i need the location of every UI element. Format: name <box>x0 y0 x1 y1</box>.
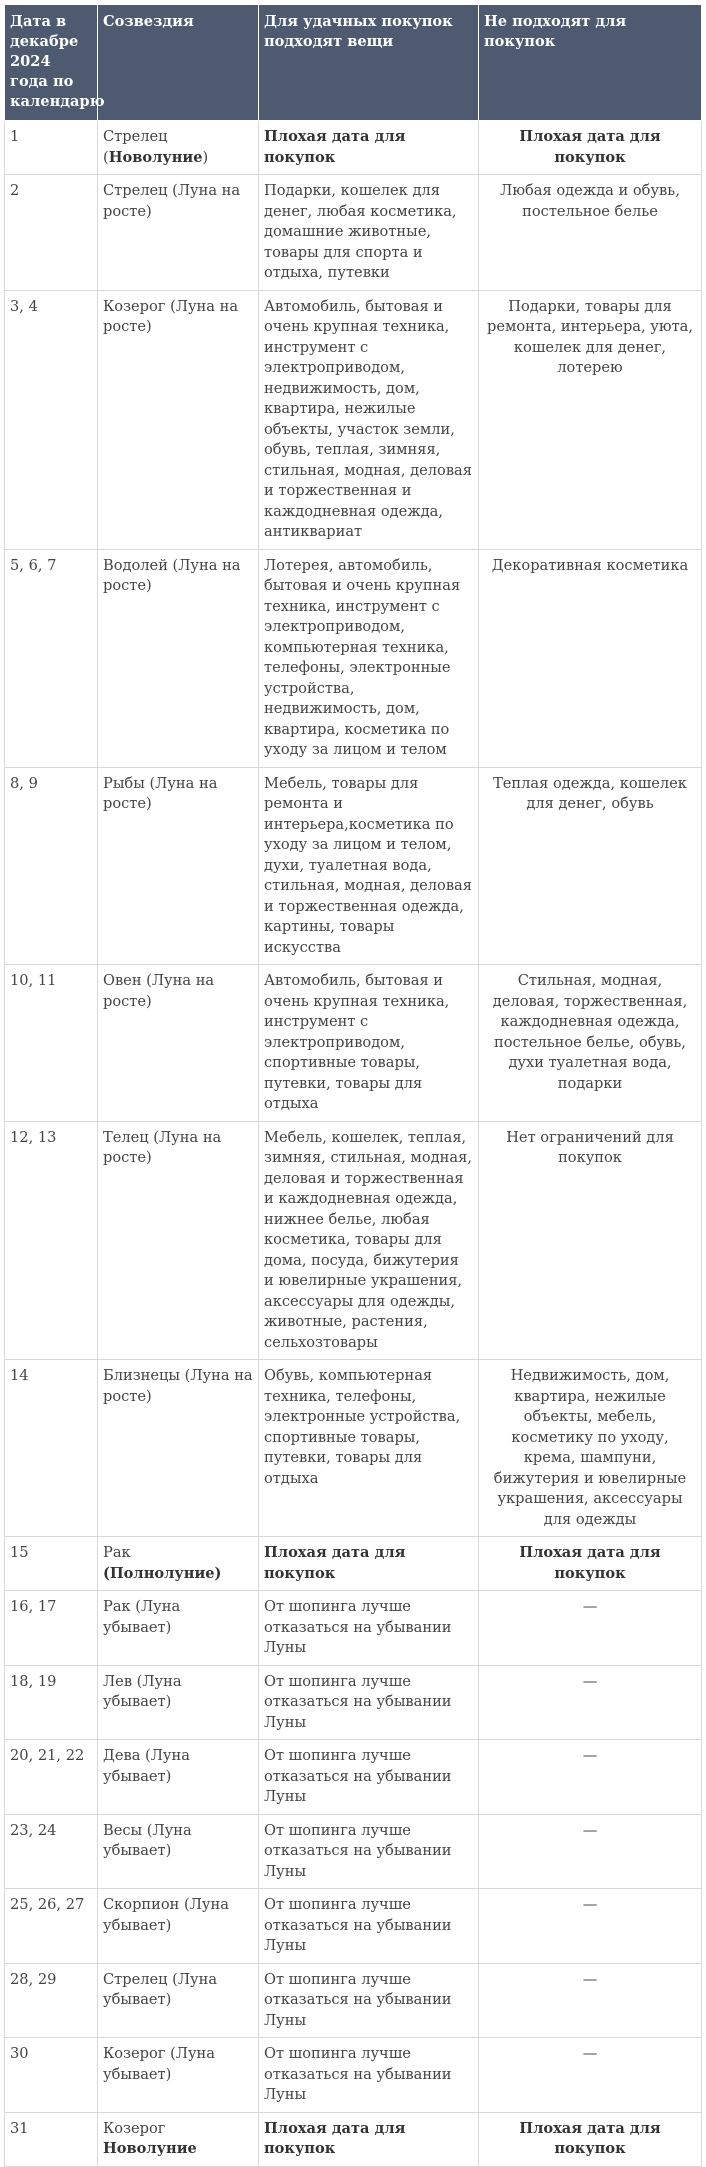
header-sign: Созвездия <box>98 5 259 121</box>
cell-bad: Теплая одежда, кошелек для денег, обувь <box>479 767 702 965</box>
moon-phase: Новолуние <box>108 148 203 166</box>
cell-good: Автомобиль, бытовая и очень крупная техника, инструмент с электроприводом, недвижимость, дом, квартира, нежилые объекты, участок земли, обувь, теплая, зимняя, стильная, модная, деловая и торжественная и каждодневная одежда, антиквариат <box>259 290 479 549</box>
cell-bad: — <box>479 2038 702 2113</box>
header-good: Для удачных покупок подходят вещи <box>259 5 479 121</box>
table-row <box>5 1963 702 2038</box>
cell-good: От шопинга лучше отказаться на убывании Луны <box>259 1665 479 1740</box>
bad-date-label: Плохая дата для покупок <box>519 1544 661 1582</box>
cell-good: Автомобиль, бытовая и очень крупная техника, инструмент с электроприводом, спортивные товары, путевки, товары для отдыха <box>259 965 479 1122</box>
cell-date: 10, 11 <box>5 965 98 1122</box>
bad-date-label: Плохая дата для покупок <box>264 128 406 166</box>
cell-good: Мебель, кошелек, теплая, зимняя, стильная, модная, деловая и торжественная и каждодневная одежда, нижнее белье, любая косметика, товары для дома, посуда, бижутерия и ювелирные украшения, аксессуары для одежды, животные, растения, сельхозтовары <box>259 1121 479 1360</box>
cell-date: 8, 9 <box>5 767 98 965</box>
table-row <box>5 1740 702 1815</box>
cell-date: 23, 24 <box>5 1814 98 1889</box>
cell-date: 30 <box>5 2038 98 2113</box>
cell-bad <box>479 1537 702 1591</box>
cell-good: От шопинга лучше отказаться на убывании Луны <box>259 1963 479 2038</box>
bad-date-label: Плохая дата для покупок <box>519 2119 661 2157</box>
cell-good: Лотерея, автомобиль, бытовая и очень крупная техника, инструмент с электроприводом, компьютерная техника, телефоны, электронные устройства, недвижимость, дом, квартира, косметика по уходу за лицом и телом <box>259 549 479 767</box>
cell-bad: — <box>479 1963 702 2038</box>
sign-text: Козерог <box>103 2119 166 2137</box>
table-row <box>5 1537 702 1591</box>
cell-date: 1 <box>5 121 98 175</box>
cell-date: 12, 13 <box>5 1121 98 1360</box>
cell-bad: — <box>479 1665 702 1740</box>
cell-bad: — <box>479 1591 702 1666</box>
table-row <box>5 1121 702 1360</box>
cell-sign: Скорпион (Луна убывает) <box>98 1889 259 1964</box>
header-date: Дата в декабре 2024 года по календарю <box>5 5 98 121</box>
cell-sign <box>98 1537 259 1591</box>
cell-date: 5, 6, 7 <box>5 549 98 767</box>
cell-good <box>259 1537 479 1591</box>
cell-date: 14 <box>5 1360 98 1537</box>
cell-date: 18, 19 <box>5 1665 98 1740</box>
cell-date: 31 <box>5 2112 98 2166</box>
cell-bad: Недвижимость, дом, квартира, нежилые объекты, мебель, косметику по уходу, крема, шампуни, бижутерия и ювелирные украшения, аксессуары для одежды <box>479 1360 702 1537</box>
cell-good <box>259 121 479 175</box>
cell-date: 25, 26, 27 <box>5 1889 98 1964</box>
shopping-calendar-table <box>4 4 702 2167</box>
table-row <box>5 1591 702 1666</box>
cell-good <box>259 2112 479 2166</box>
cell-good: Подарки, кошелек для денег, любая косметика, домашние животные, товары для спорта и отдыха, путевки <box>259 175 479 291</box>
cell-bad: Стильная, модная, деловая, торжественная, каждодневная одежда, постельное белье, обувь, духи туалетная вода, подарки <box>479 965 702 1122</box>
cell-bad: Нет ограничений для покупок <box>479 1121 702 1360</box>
cell-sign: Рыбы (Луна на росте) <box>98 767 259 965</box>
cell-good: Обувь, компьютерная техника, телефоны, электронные устройства, спортивные товары, путевки, товары для отдыха <box>259 1360 479 1537</box>
cell-bad: Декоративная косметика <box>479 549 702 767</box>
cell-good: От шопинга лучше отказаться на убывании Луны <box>259 2038 479 2113</box>
bad-date-label: Плохая дата для покупок <box>519 128 661 166</box>
cell-sign: Дева (Луна убывает) <box>98 1740 259 1815</box>
cell-sign: Овен (Луна на росте) <box>98 965 259 1122</box>
table-row <box>5 965 702 1122</box>
table-row <box>5 2112 702 2166</box>
cell-bad: Подарки, товары для ремонта, интерьера, уюта, кошелек для денег, лотерею <box>479 290 702 549</box>
table-row <box>5 1665 702 1740</box>
cell-sign <box>98 121 259 175</box>
table-row <box>5 121 702 175</box>
cell-good: Мебель, товары для ремонта и интерьера,косметика по уходу за лицом и телом, духи, туалетная вода, стильная, модная, деловая и торжественная одежда, картины, товары искусства <box>259 767 479 965</box>
moon-phase: (Полнолуние) <box>103 1564 222 1582</box>
cell-bad: — <box>479 1889 702 1964</box>
cell-sign: Рак (Луна убывает) <box>98 1591 259 1666</box>
table-row <box>5 767 702 965</box>
cell-sign: Близнецы (Луна на росте) <box>98 1360 259 1537</box>
table-row <box>5 2038 702 2113</box>
table-row <box>5 290 702 549</box>
cell-bad: — <box>479 1814 702 1889</box>
cell-bad <box>479 121 702 175</box>
cell-sign: Телец (Луна на росте) <box>98 1121 259 1360</box>
table-row <box>5 1889 702 1964</box>
cell-good: От шопинга лучше отказаться на убывании Луны <box>259 1889 479 1964</box>
cell-sign: Лев (Луна убывает) <box>98 1665 259 1740</box>
bad-date-label: Плохая дата для покупок <box>264 2119 406 2157</box>
sign-text: Стрелец ( <box>103 128 168 166</box>
moon-phase: Новолуние <box>103 2140 197 2157</box>
cell-sign: Стрелец (Луна убывает) <box>98 1963 259 2038</box>
table-row <box>5 549 702 767</box>
cell-date: 2 <box>5 175 98 291</box>
cell-date: 28, 29 <box>5 1963 98 2038</box>
table-header-row <box>5 5 702 121</box>
cell-good: От шопинга лучше отказаться на убывании Луны <box>259 1591 479 1666</box>
cell-sign: Козерог (Луна на росте) <box>98 290 259 549</box>
cell-sign: Козерог (Луна убывает) <box>98 2038 259 2113</box>
cell-date: 3, 4 <box>5 290 98 549</box>
cell-sign: Стрелец (Луна на росте) <box>98 175 259 291</box>
table-row <box>5 1814 702 1889</box>
bad-date-label: Плохая дата для покупок <box>264 1544 406 1582</box>
cell-date: 15 <box>5 1537 98 1591</box>
cell-bad: — <box>479 1740 702 1815</box>
cell-date: 20, 21, 22 <box>5 1740 98 1815</box>
table-row <box>5 1360 702 1537</box>
cell-bad: Любая одежда и обувь, постельное белье <box>479 175 702 291</box>
header-bad: Не подходят для покупок <box>479 5 702 121</box>
cell-bad <box>479 2112 702 2166</box>
cell-sign: Весы (Луна убывает) <box>98 1814 259 1889</box>
sign-suffix: ) <box>202 148 209 166</box>
cell-good: От шопинга лучше отказаться на убывании Луны <box>259 1814 479 1889</box>
cell-date: 16, 17 <box>5 1591 98 1666</box>
cell-good: От шопинга лучше отказаться на убывании Луны <box>259 1740 479 1815</box>
cell-sign: Водолей (Луна на росте) <box>98 549 259 767</box>
table-row <box>5 175 702 291</box>
cell-sign <box>98 2112 259 2166</box>
sign-text: Рак <box>103 1544 131 1561</box>
